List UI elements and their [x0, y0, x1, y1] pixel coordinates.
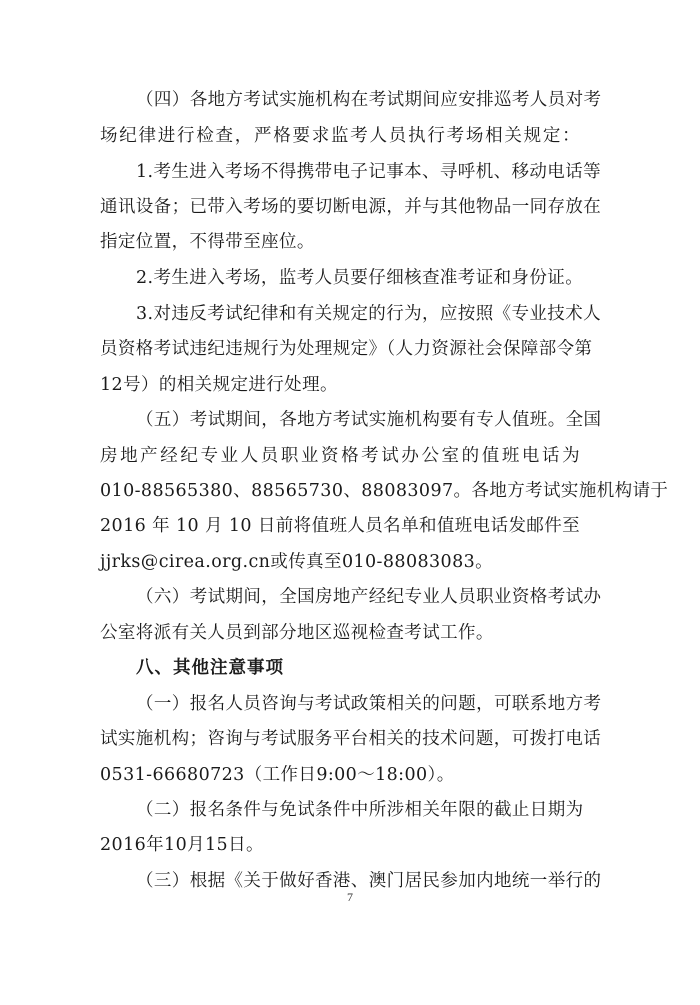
paragraph-line: jjrks@cirea.org.cn或传真至010-88083083。 — [100, 552, 494, 572]
paragraph-line: （二）报名条件与免试条件中所涉相关年限的截止日期为 — [136, 800, 584, 820]
paragraph-line: 3.对违反考试纪律和有关规定的行为，应按照《专业技术人 — [136, 304, 601, 324]
paragraph-line: （六）考试期间，全国房地产经纪专业人员职业资格考试办 — [136, 587, 602, 607]
paragraph-line: 公室将派有关人员到部分地区巡视检查考试工作。 — [100, 623, 494, 643]
paragraph-line: 12号）的相关规定进行处理。 — [100, 375, 338, 395]
paragraph-line: 2016年10月15日。 — [100, 835, 264, 855]
paragraph-line: 010-88565380、88565730、88083097。各地方考试实施机构请于 — [100, 481, 669, 501]
paragraph-line: 0531-66680723（工作日9:00～18:00）。 — [100, 765, 455, 785]
paragraph-line: 指定位置，不得带至座位。 — [100, 232, 315, 252]
paragraph-line: 场纪律进行检查，严格要求监考人员执行考场相关规定： — [100, 126, 580, 146]
page-number: 7 — [347, 890, 353, 904]
paragraph-line: 房地产经纪专业人员职业资格考试办公室的值班电话为 — [100, 446, 580, 466]
paragraph-line: 2016 年 10 月 10 日前将值班人员名单和值班电话发邮件至 — [100, 516, 581, 536]
paragraph-line: 1.考生进入考场不得携带电子记事本、寻呼机、移动电话等 — [136, 162, 601, 182]
paragraph-line: （五）考试期间，各地方考试实施机构要有专人值班。全国 — [136, 410, 602, 430]
paragraph-line: （三）根据《关于做好香港、澳门居民参加内地统一举行的 — [136, 871, 602, 891]
paragraph-line: 通讯设备；已带入考场的要切断电源，并与其他物品一同存放在 — [100, 197, 602, 217]
paragraph-line: 员资格考试违纪违规行为处理规定》（人力资源社会保障部令第 — [100, 339, 593, 359]
paragraph-line: （四）各地方考试实施机构在考试期间应安排巡考人员对考 — [136, 90, 602, 110]
paragraph-line: （一）报名人员咨询与考试政策相关的问题，可联系地方考 — [136, 694, 602, 714]
paragraph-line: 试实施机构；咨询与考试服务平台相关的技术问题，可拨打电话 — [100, 729, 602, 749]
paragraph-line: 2.考生进入考场，监考人员要仔细核查准考证和身份证。 — [136, 268, 584, 288]
section-heading: 八、其他注意事项 — [136, 658, 284, 678]
